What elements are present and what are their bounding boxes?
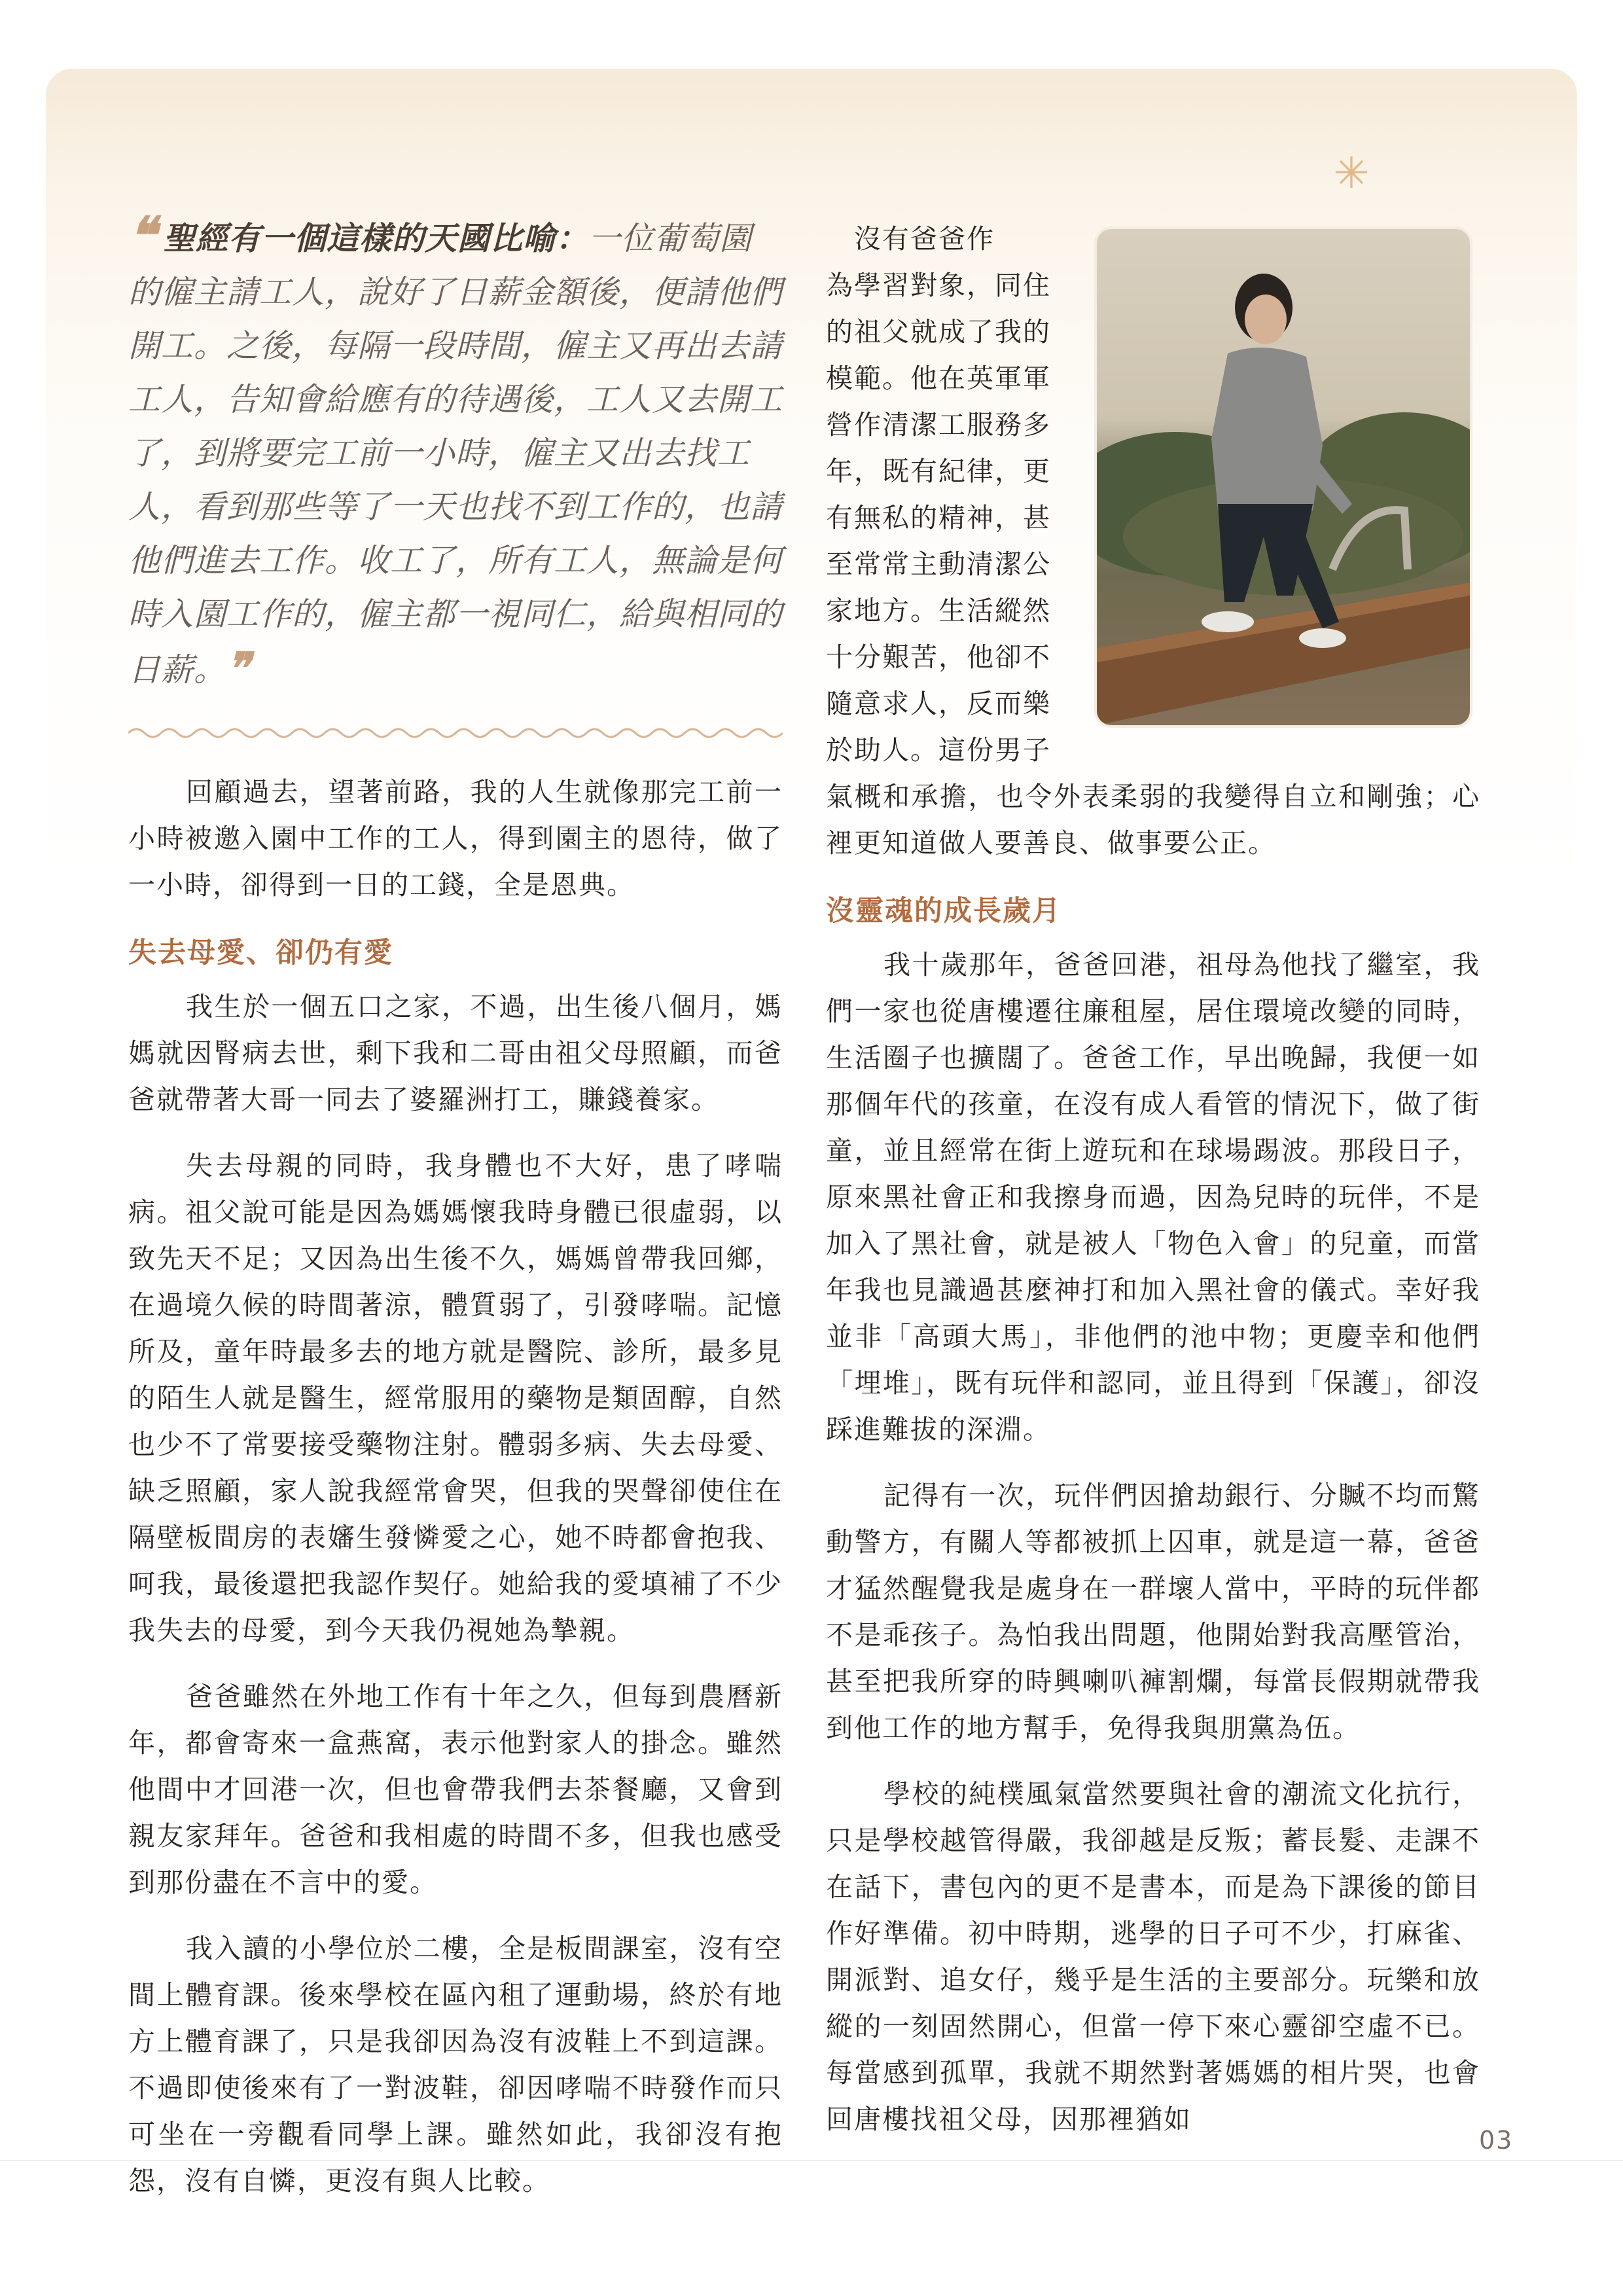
bottom-rule [0,2160,1623,2161]
quote-lead: 聖經有一個這樣的天國比喻： [162,220,588,257]
wrap-line: 十分艱苦，他卻不 [826,641,1051,673]
right-body [826,774,1480,2143]
left-column [128,206,783,2224]
wrap-line: 年，既有紀律，更 [826,456,1051,487]
wrap-line: 隨意求人，反而樂 [826,688,1051,719]
wrap-line: 的祖父就成了我的 [826,316,1051,348]
section-heading-lost-mother-love: 失去母愛、卻仍有愛 [128,937,393,969]
page-number: 03 [1479,2126,1514,2155]
wrap-tail-paragraph: 氣概和承擔，也令外表柔弱的我變得自立和剛強；心裡更知道做人要善良、做事要公正。 [826,781,1480,859]
sparkle-icon: ✳ [1333,148,1370,198]
quote-body: 一位葡萄園的僱主請工人，說好了日薪金額後，便請他們開工。之後，每隔一段時間，僱主又再出去請工人，告知會給應有的待遇後，工人又去開工了，到將要完工前一小時，僱主又出去找工人，看到那些等了一天也找不到工作的，也請他們進去工作。收工了，所有工人，無論是何時入園工作的，僱主都一視同仁，給與相同的日薪。 [128,220,783,689]
section-heading-soulless-years: 沒靈魂的成長歲月 [826,895,1061,927]
wrap-line: 至常常主動清潔公 [826,548,1051,580]
quote-open-icon: ❝ [128,206,156,266]
quote-close-icon: ❞ [226,643,251,694]
paragraph: 我入讀的小學位於二樓，全是板間課室，沒有空間上體育課。後來學校在區內租了運動場，終於有地方上體育課了，只是我卻因為沒有波鞋上不到這課。不過即使後來有了一對波鞋，卻因哮喘不時發作而只可坐在一旁觀看同學上課。雖然如此，我卻沒有抱怨，沒有自憐，更沒有與人比較。 [128,1933,783,2197]
wrap-line: 於助人。這份男子 [826,734,1051,766]
intro-paragraph: 回顧過去，望著前路，我的人生就像那完工前一小時被邀入園中工作的工人，得到園主的恩待，做了一小時，卻得到一日的工錢，全是恩典。 [128,776,783,901]
wave-divider [128,723,783,743]
wrap-line: 家地方。生活縱然 [826,595,1051,626]
paragraph: 失去母親的同時，我身體也不大好，患了哮喘病。祖父說可能是因為媽媽懷我時身體已很虛弱，以致先天不足；又因為出生後不久，媽媽曾帶我回鄉，在過境久候的時間著涼，體質弱了，引發哮喘。記憶所及，童年時最多去的地方就是醫院、診所，最多見的陌生人就是醫生，經常服用的藥物是類固醇，自然也少不了常要接受藥物注射。體弱多病、失去母愛、缺乏照顧，家人說我經常會哭，但我的哭聲卻使住在隔壁板間房的表嬸生發憐愛之心，她不時都會抱我、呵我，最後還把我認作契仔。她給我的愛填補了不少我失去的母愛，到今天我仍視她為摯親。 [128,1150,783,1646]
left-body [128,769,783,2204]
wrap-line: 模範。他在英軍軍 [826,363,1051,394]
paragraph: 學校的純樸風氣當然要與社會的潮流文化抗行，只是學校越管得嚴，我卻越是反叛；蓄長髮、走課不在話下，書包內的更不是書本，而是為下課後的節目作好準備。初中時期，逃學的日子可不少，打麻雀、開派對、追女仔，幾乎是生活的主要部分。玩樂和放縱的一刻固然開心，但當一停下來心靈卻空虛不已。每當感到孤單，我就不期然對著媽媽的相片哭，也會回唐樓找祖父母，因那裡猶如 [826,1778,1480,2135]
wrap-line: 為學習對象，同住 [826,270,1051,301]
bible-quote [128,206,783,697]
wrap-line: 營作清潔工服務多 [826,409,1051,440]
wrap-line: 沒有爸爸作 [826,223,995,255]
wrap-line: 有無私的精神，甚 [826,502,1051,533]
right-column [826,216,1480,2162]
paragraph: 我十歲那年，爸爸回港，祖母為他找了繼室，我們一家也從唐樓遷往廉租屋，居住環境改變的同時，生活圈子也擴闊了。爸爸工作，早出晚歸，我便一如那個年代的孩童，在沒有成人看管的情況下，做了街童，並且經常在街上遊玩和在球場踢波。那段日子，原來黑社會正和我擦身而過，因為兒時的玩伴，不是加入了黑社會，就是被人「物色入會」的兒童，而當年我也見識過甚麼神打和加入黑社會的儀式。幸好我並非「高頭大馬」，非他們的池中物；更慶幸和他們「埋堆」，既有玩伴和認同，並且得到「保護」，卻沒踩進難拔的深淵。 [826,949,1480,1445]
wrap-text-beside-photo [826,216,1081,774]
paragraph: 記得有一次，玩伴們因搶劫銀行、分贓不均而驚動警方，有關人等都被抓上囚車，就是這一幕，爸爸才猛然醒覺我是處身在一群壞人當中，平時的玩伴都不是乖孩子。為怕我出問題，他開始對我高壓管治，甚至把我所穿的時興喇叭褲割爛，每當長假期就帶我到他工作的地方幫手，免得我與朋黨為伍。 [826,1480,1480,1744]
paragraph: 爸爸雖然在外地工作有十年之久，但每到農曆新年，都會寄來一盒燕窩，表示他對家人的掛念。雖然他間中才回港一次，但也會帶我們去茶餐廳，又會到親友家拜年。爸爸和我相處的時間不多，但我也感受到那份盡在不言中的愛。 [128,1681,783,1898]
paragraph: 我生於一個五口之家，不過，出生後八個月，媽媽就因腎病去世，剩下我和二哥由祖父母照顧，而爸爸就帶著大哥一同去了婆羅洲打工，賺錢養家。 [128,991,783,1115]
